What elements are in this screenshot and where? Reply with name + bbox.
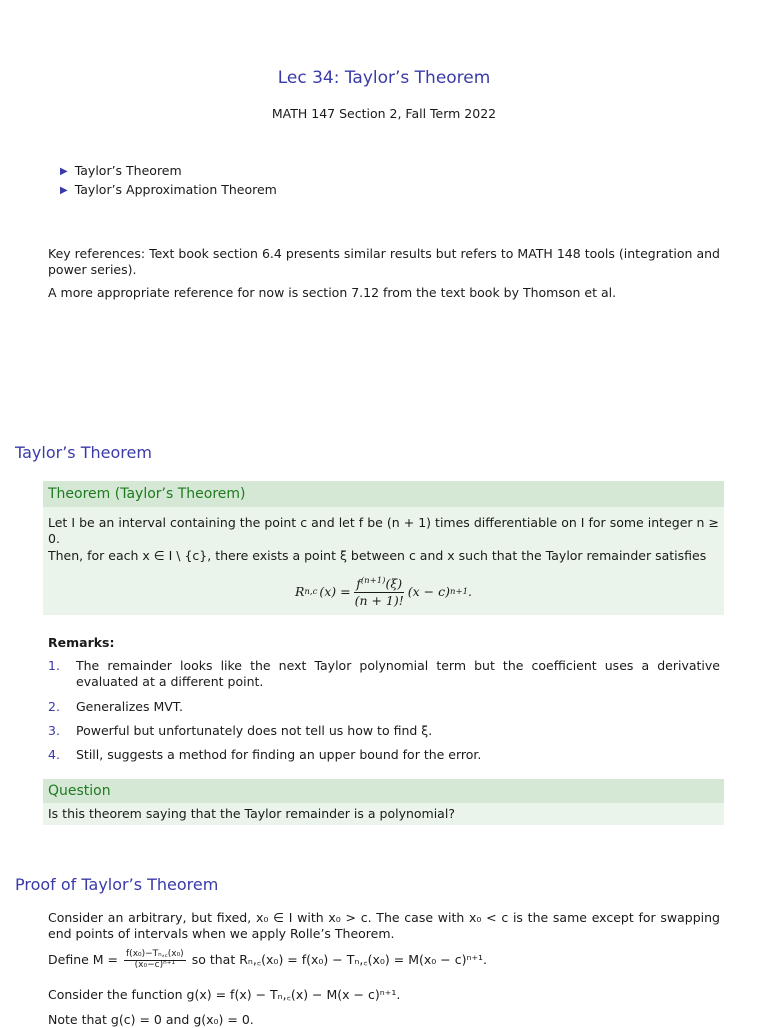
theorem-text-line-1: Let I be an interval containing the point c and let f be (n + 1) times differentiable on I for some integer n ≥ 0. [48,515,719,547]
proof-define-line [48,950,720,971]
proof-paragraph-3 [48,987,720,1003]
remark-item [48,699,720,715]
remark-number: 2. [48,698,60,714]
references-line-2: A more appropriate reference for now is section 7.12 from the text book by Thomson et al. [48,284,617,300]
taylor-remainder-formula [48,576,719,610]
define-suffix: so that Rₙ,꜀(x₀) = f(x₀) − Tₙ,꜀(x₀) = M(x₀ − c)ⁿ⁺¹. [191,952,488,968]
remark-number: 3. [48,722,60,738]
formula-lhs-sub: n,c [304,587,318,598]
formula-denominator: (n + 1)! [354,593,404,609]
outline-item-label: Taylor’s Theorem [74,163,182,179]
triangle-bullet-icon: ▶ [60,185,68,196]
formula-fraction [353,576,406,610]
remark-number: 1. [48,658,60,673]
define-fraction [124,950,186,971]
proof-paragraph-1 [48,910,720,943]
formula-lhs: R [294,584,305,600]
formula-tail-sup: n+1 [450,587,469,598]
theorem-block-title: Theorem (Taylor’s Theorem) [43,481,724,507]
theorem-block-body [43,507,724,615]
proof-paragraph-4 [48,1012,720,1028]
question-block-body: Is this theorem saying that the Taylor remainder is a polynomial? [43,803,724,825]
section-heading-taylors-theorem: Taylor’s Theorem [15,443,152,462]
remark-text: The remainder looks like the next Taylor polynomial term but the coefficient uses a derivative evaluated at a different point. [76,658,720,690]
formula-end: . [468,584,473,600]
question-block-title: Question [43,779,724,803]
define-numerator: f(x₀)−Tₙ,꜀(x₀) [126,949,184,959]
formula-numerator-sup: (n+1) [360,575,386,586]
outline-list [60,162,277,200]
theorem-text-line-2: Then, for each x ∈ I \ {c}, there exists a point ξ between c and x such that the Taylor remainder satisfies [48,547,707,563]
remark-text: Still, suggests a method for finding an upper bound for the error. [76,747,482,762]
outline-item [60,181,277,200]
outline-item-label: Taylor’s Approximation Theorem [74,182,277,198]
remarks-label: Remarks: [48,635,115,650]
page-subtitle: MATH 147 Section 2, Fall Term 2022 [271,106,497,121]
remark-item [48,723,720,739]
formula-numerator [354,576,404,593]
proof-text-4: Note that g(c) = 0 and g(x₀) = 0. [48,1012,254,1027]
proof-text-3: Consider the function g(x) = f(x) − Tₙ,꜀(x) − M(x − c)ⁿ⁺¹. [48,987,401,1002]
define-denominator: (x₀−c)ⁿ⁺¹ [134,959,176,970]
remarks-list [48,658,720,771]
remark-item [48,658,720,691]
formula-lhs-arg: (x) = [319,584,351,600]
remark-text: Powerful but unfortunately does not tell us how to find ξ. [76,722,433,738]
proof-text-1: Consider an arbitrary, but fixed, x₀ ∈ I with x₀ > c. The case with x₀ < c is the same except for swapping end points of intervals when we apply Rolle’s Theorem. [48,910,720,942]
section-heading-proof: Proof of Taylor’s Theorem [15,875,219,894]
triangle-bullet-icon: ▶ [60,166,68,177]
references-line-1: Key references: Text book section 6.4 presents similar results but refers to MATH 148 tools (integration and power series). [48,246,720,278]
outline-item [60,162,277,181]
formula-numerator-arg: (ξ) [385,575,403,591]
remark-item [48,747,720,763]
remark-number: 4. [48,747,60,762]
define-prefix: Define M = [48,952,119,968]
formula-numerator-f: f [356,575,361,591]
page-title: Lec 34: Taylor’s Theorem [277,68,491,88]
references [48,246,720,307]
formula-tail: (x − c) [407,584,451,600]
remark-text: Generalizes MVT. [76,698,183,714]
